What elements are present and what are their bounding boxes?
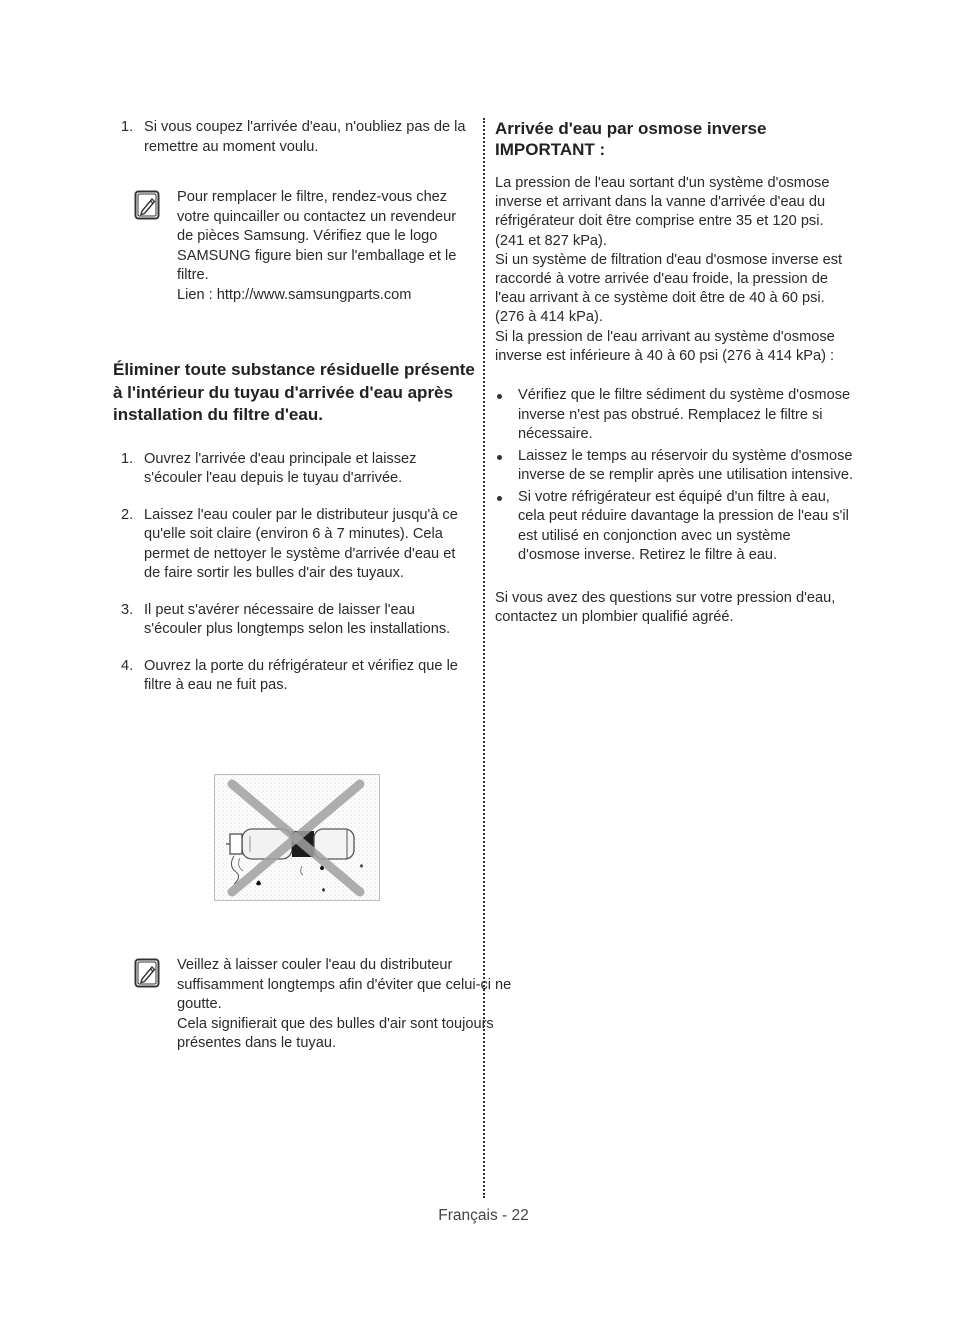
note-pencil-icon: [134, 190, 160, 220]
step-number: 1.: [121, 450, 134, 467]
note-block: [113, 956, 539, 1054]
page-footer: Français - 22: [438, 1207, 529, 1224]
leaking-filter-crossed-icon: [214, 774, 380, 901]
step-item: [113, 506, 475, 584]
note-text: Pour remplacer le filtre, rendez-vous chez votre quincailler ou contactez un revendeur de pièces Samsung. Vérifiez que le logo SAMSUNG figure bien sur l'emballage et le filtre.: [177, 189, 457, 283]
bullet-text: Vérifiez que le filtre sédiment du système d'osmose inverse n'est pas obstrué. Remplacez le filtre si nécessaire.: [518, 387, 851, 443]
bullet-icon: [497, 394, 502, 399]
step-number: 3.: [121, 601, 134, 618]
step-item: [113, 450, 475, 489]
step-number: 1.: [121, 119, 134, 135]
note-block: [113, 188, 475, 305]
bullet-icon: [497, 496, 502, 501]
step-text: Ouvrez la porte du réfrigérateur et vérifiez que le filtre à eau ne fuit pas.: [144, 657, 458, 693]
note-link-text: Lien : http://www.samsungparts.com: [177, 286, 412, 303]
paragraph: La pression de l'eau sortant d'un système d'osmose inverse et arrivant dans la vanne d'arrivée d'eau du réfrigérateur doit être comprise entre 35 et 120 psi. (241 et 827 kPa).: [495, 175, 830, 249]
list-item: [495, 386, 855, 445]
step-text: Ouvrez l'arrivée d'eau principale et laissez s'écouler l'eau depuis le tuyau d'arrivée.: [144, 450, 417, 486]
paragraph: Si la pression de l'eau arrivant au système d'osmose inverse est inférieure à 40 à 60 psi (276 à 414 kPa) :: [495, 328, 835, 364]
pressure-paragraphs: [495, 174, 855, 366]
list-item: [495, 488, 855, 566]
bullet-list: [495, 386, 855, 566]
note-pencil-icon: [134, 958, 160, 988]
section-heading: Éliminer toute substance résiduelle présente à l'intérieur du tuyau d'arrivée d'eau après installation du filtre d'eau.: [113, 360, 475, 424]
note-text: Veillez à laisser couler l'eau du distributeur suffisamment longtemps afin d'éviter que celui-ci ne goutte.: [177, 957, 512, 1012]
note-text: Cela signifierait que des bulles d'air sont toujours présentes dans le tuyau.: [177, 1015, 494, 1051]
list-item: [495, 447, 855, 486]
step-text: Si vous coupez l'arrivée d'eau, n'oubliez pas de la remettre au moment voulu.: [144, 119, 466, 155]
paragraph: Si un système de filtration d'eau d'osmose inverse est raccordé à votre arrivée d'eau froide, la pression de l'eau arrivant à ce système doit être de 40 à 60 psi. (276 à 414 kPa).: [495, 251, 843, 326]
steps-list: [113, 450, 475, 696]
important-label: IMPORTANT :: [495, 140, 606, 159]
bullet-icon: [497, 455, 502, 460]
bullet-text: Laissez le temps au réservoir du système d'osmose inverse de se remplir après une utilisation intensive.: [518, 447, 854, 484]
right-column: [495, 118, 855, 627]
step-item: [113, 601, 475, 640]
section-heading: Arrivée d'eau par osmose inverse: [495, 119, 767, 138]
step-number: 2.: [121, 506, 134, 523]
step-text: Laissez l'eau couler par le distributeur jusqu'à ce qu'elle soit claire (environ 6 à 7 minutes). Cela permet de nettoyer le système d'arrivée d'eau et de faire sortir les bulles d'air des tuyaux.: [144, 506, 458, 581]
step-item: [113, 657, 475, 696]
closing-paragraph: Si vous avez des questions sur votre pression d'eau, contactez un plombier qualifié agréé.: [495, 589, 836, 625]
left-column: [113, 118, 475, 696]
step-number: 4.: [121, 657, 134, 674]
bullet-text: Si votre réfrigérateur est équipé d'un filtre à eau, cela peut réduire davantage la pression de l'eau s'il est utilisé en conjonction avec un système d'osmose inverse. Retirez le filtre à eau.: [518, 488, 849, 564]
step-item: [113, 118, 475, 157]
step-text: Il peut s'avérer nécessaire de laisser l'eau s'écouler plus longtemps selon les installations.: [144, 601, 451, 637]
